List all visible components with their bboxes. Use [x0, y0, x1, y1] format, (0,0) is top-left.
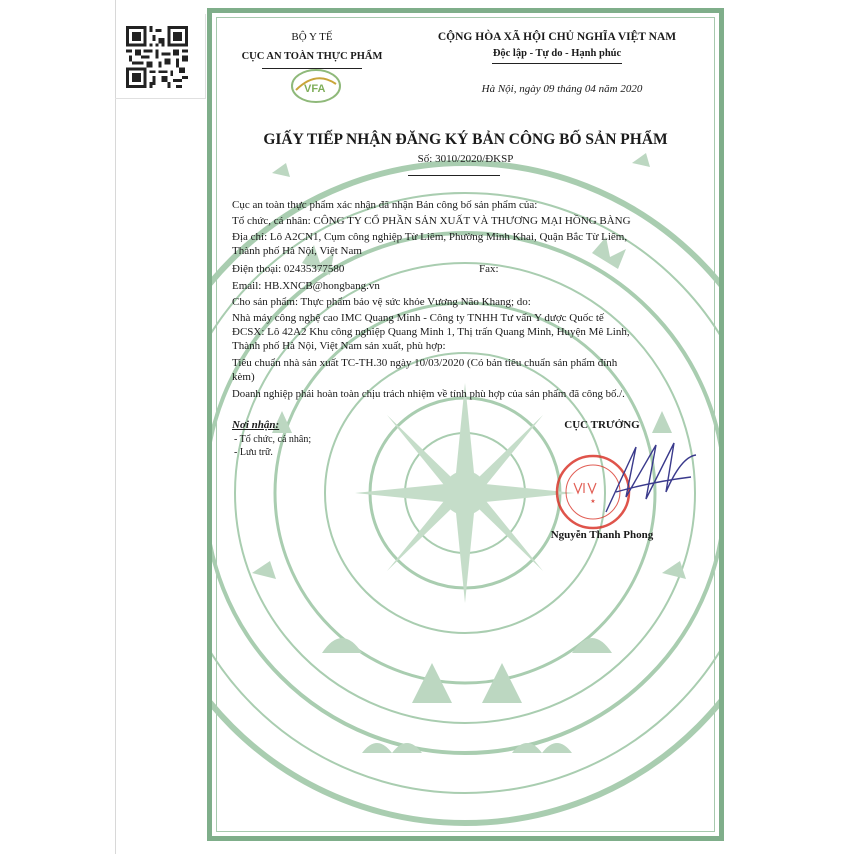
- motto-underline: [492, 63, 622, 64]
- product-name: Cho sản phẩm: Thực phẩm bảo vệ sức khỏe Vương Não Khang; do:: [232, 296, 531, 308]
- country-name: CỘNG HÒA XÃ HỘI CHỦ NGHĨA VIỆT NAM: [437, 31, 677, 43]
- fax: Fax:: [479, 263, 499, 275]
- organization: Tổ chức, cá nhân: CÔNG TY CỔ PHẦN SẢN XUẤT VÀ THƯƠNG MẠI HỒNG BÀNG: [232, 215, 631, 227]
- responsibility-statement: Doanh nghiệp phải hoàn toàn chịu trách nhiệm về tính phù hợp của sản phẩm đã công bố./.: [232, 388, 625, 400]
- signatory-position: CỤC TRƯỞNG: [564, 419, 640, 431]
- national-motto: Độc lập - Tự do - Hạnh phúc: [492, 48, 622, 59]
- address-line-1: Địa chỉ: Lô A2CN1, Cụm công nghiệp Từ Liêm, Phường Minh Khai, Quận Bắc Từ Liêm,: [232, 231, 628, 243]
- document-title: GIẤY TIẾP NHẬN ĐĂNG KÝ BẢN CÔNG BỐ SẢN PHẨM: [263, 131, 668, 148]
- production-address-1: ĐCSX: Lô 42A2 Khu công nghiệp Quang Minh 1, Thị trấn Quang Minh, Huyện Mê Linh,: [232, 326, 630, 338]
- agency-name: CỤC AN TOÀN THỰC PHẨM: [241, 51, 383, 62]
- svg-text:VFA: VFA: [304, 83, 326, 95]
- body-intro: Cục an toàn thực phẩm xác nhận đã nhận Bản công bố sản phẩm của:: [232, 199, 538, 211]
- certificate: [207, 8, 724, 841]
- recipient-item: - Tổ chức, cá nhân;: [234, 434, 312, 445]
- svg-text:★: ★: [590, 499, 596, 505]
- standard-line-2: kèm): [232, 371, 255, 383]
- production-address-2: Thành phố Hà Nội, Việt Nam sản xuất, phù hợp:: [232, 340, 446, 352]
- agency-underline: [262, 68, 362, 69]
- recipient-item: - Lưu trữ.: [234, 447, 273, 458]
- document-number: Số: 3010/2020/ĐKSP: [417, 153, 514, 165]
- issue-date: Hà Nội, ngày 09 tháng 04 năm 2020: [481, 83, 643, 95]
- number-underline: [408, 175, 500, 176]
- standard-line-1: Tiêu chuẩn nhà sản xuất TC-TH.30 ngày 10/03/2020 (Có bản tiêu chuẩn sản phẩm đính: [232, 357, 618, 369]
- recipients-heading: Nơi nhận:: [232, 419, 280, 431]
- signatory-name: Nguyễn Thanh Phong: [550, 529, 654, 541]
- address-line-2: Thành phố Hà Nội, Việt Nam: [232, 245, 362, 257]
- email: Email: HB.XNCB@hongbang.vn: [232, 280, 380, 292]
- phone: Điện thoại: 02435377580: [232, 263, 345, 275]
- ministry-name: BỘ Y TẾ: [291, 31, 333, 43]
- vfa-logo: [290, 68, 342, 104]
- factory-name: Nhà máy công nghệ cao IMC Quang Minh - Công ty TNHH Tư vấn Y dược Quốc tế: [232, 312, 604, 324]
- qr-code-icon: [126, 26, 188, 88]
- signature: [596, 437, 706, 527]
